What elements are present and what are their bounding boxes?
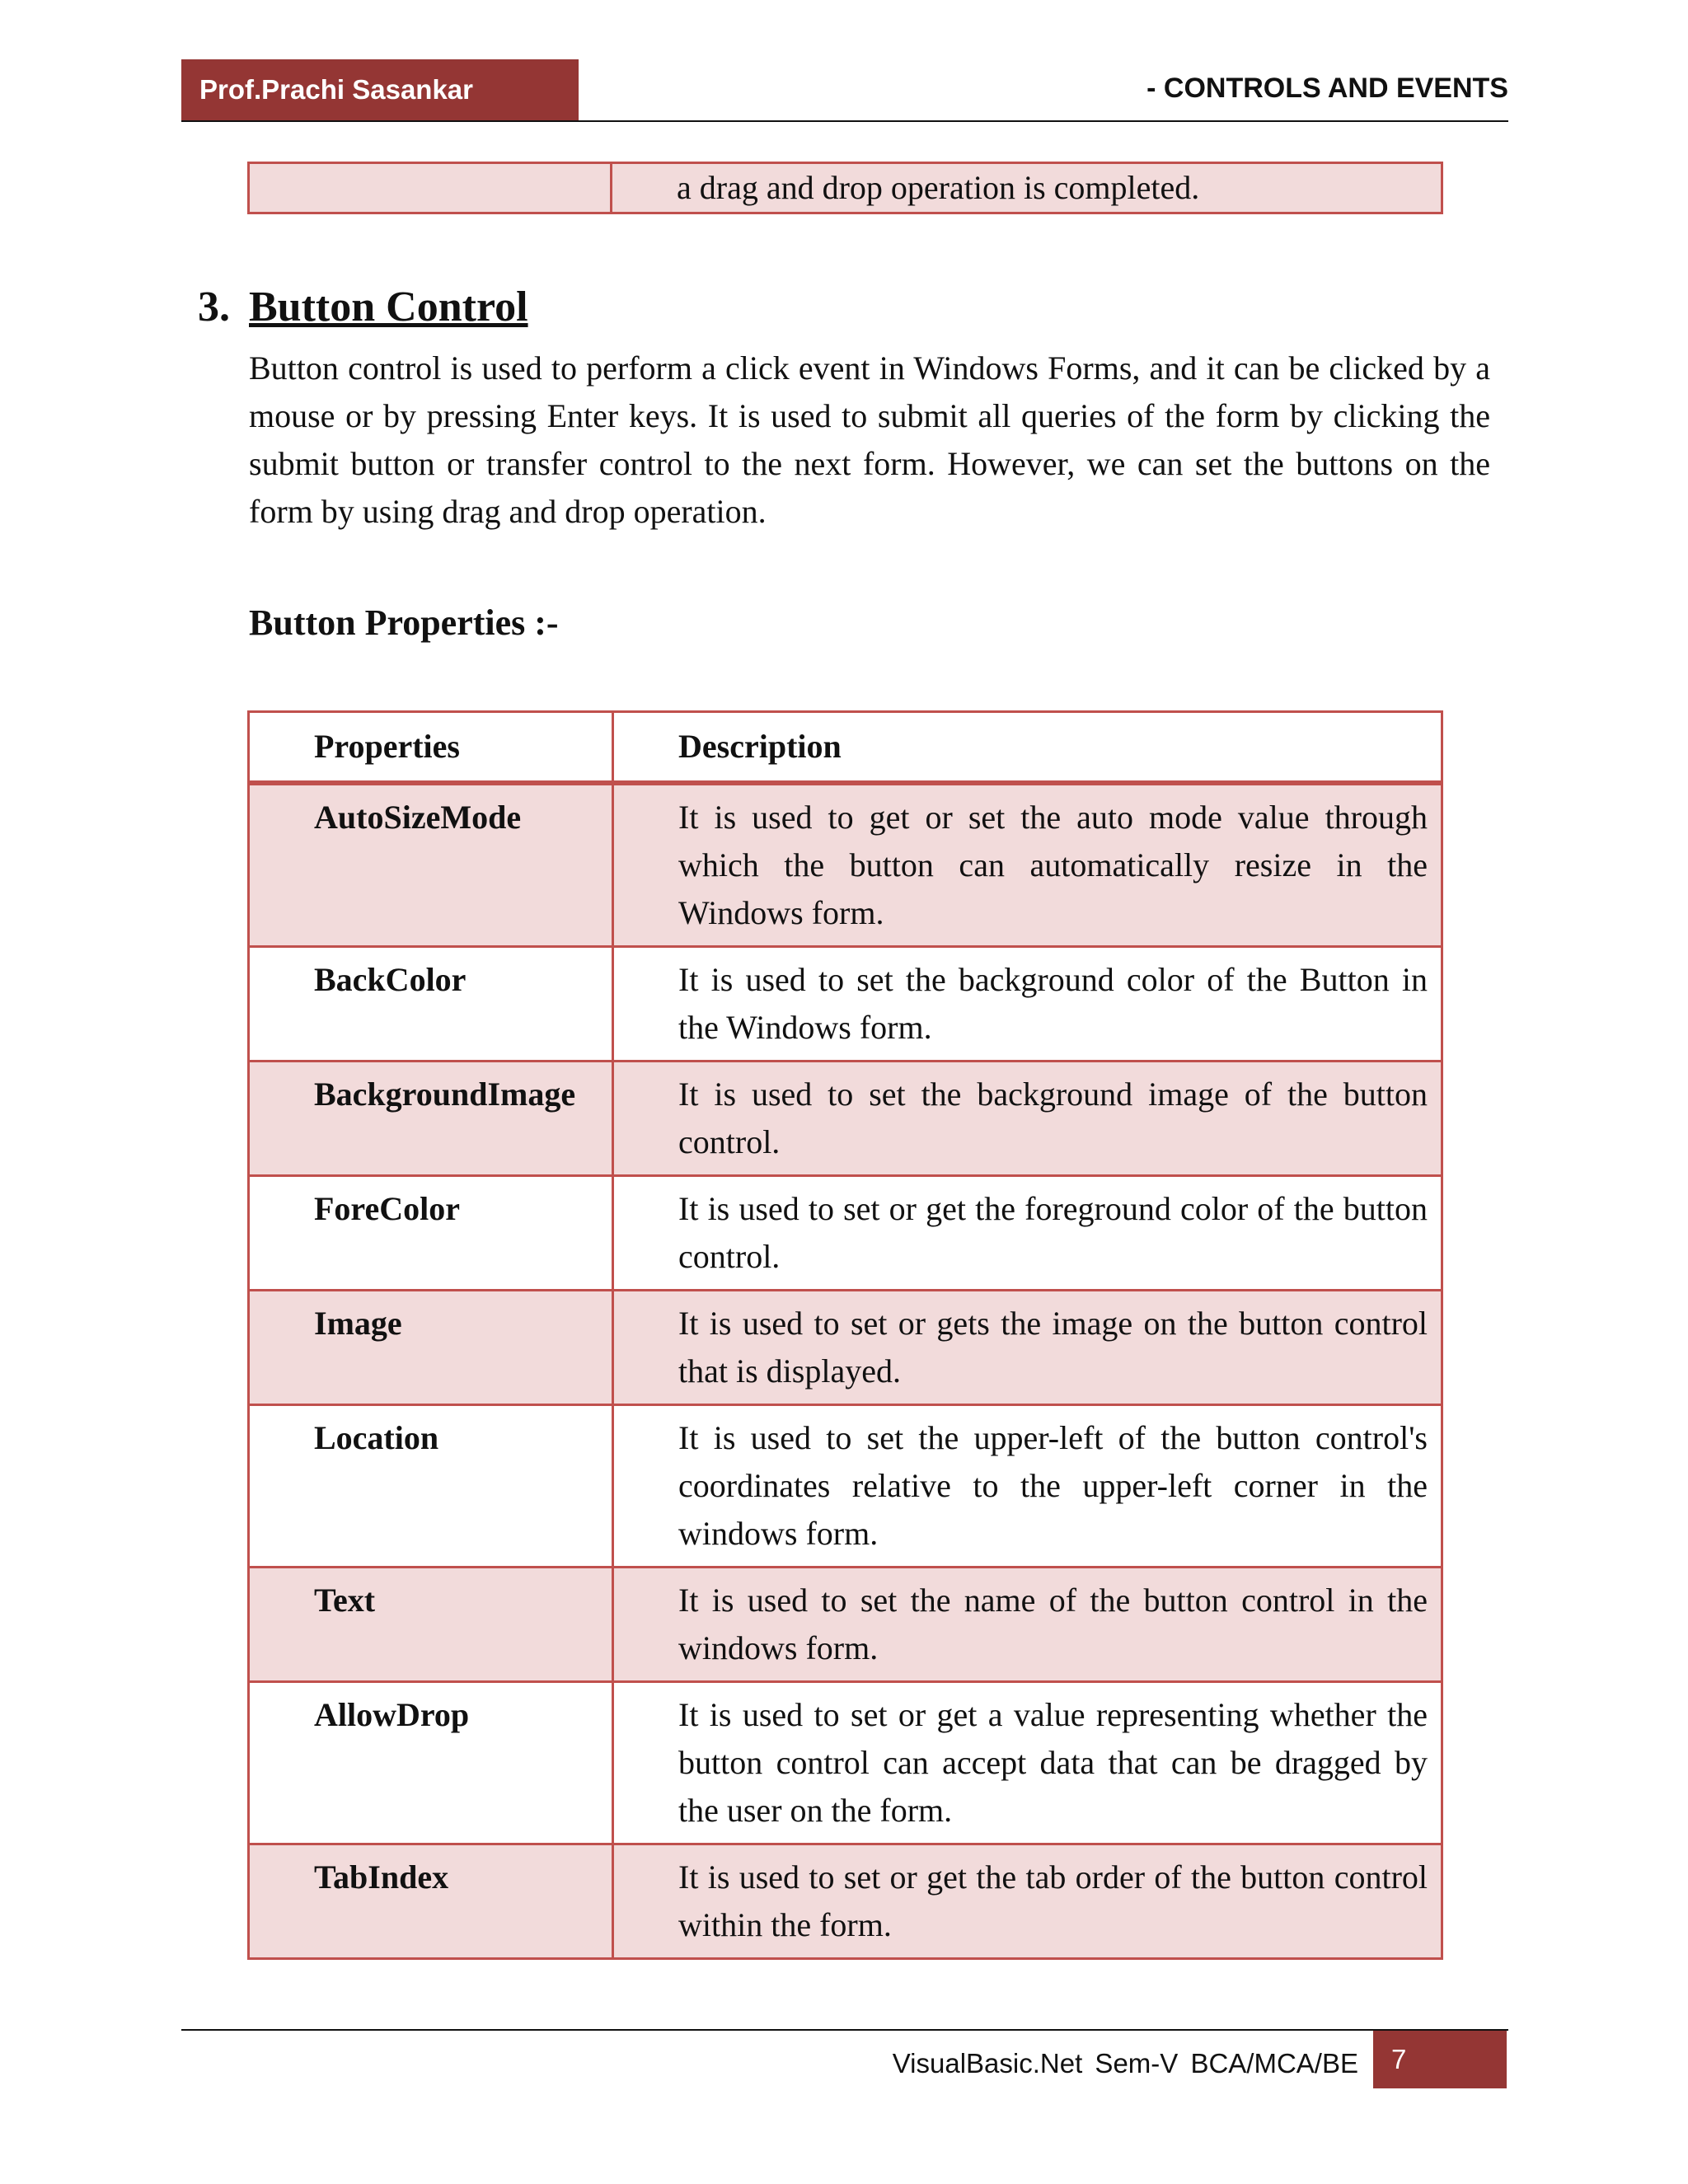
column-header-description: Description bbox=[613, 712, 1442, 784]
property-name: Location bbox=[249, 1405, 613, 1568]
header-topic: - CONTROLS AND EVENTS bbox=[1146, 73, 1508, 104]
header-author: Prof.Prachi Sasankar bbox=[181, 59, 579, 120]
property-description: It is used to set the background image of the button control. bbox=[613, 1062, 1442, 1176]
property-description: It is used to set or gets the image on the button control that is displayed. bbox=[613, 1291, 1442, 1405]
property-name: BackgroundImage bbox=[249, 1062, 613, 1176]
property-name: AutoSizeMode bbox=[249, 783, 613, 947]
table-header-row bbox=[249, 712, 1442, 784]
section-number: 3. bbox=[198, 284, 230, 330]
section-heading bbox=[198, 279, 528, 336]
property-name: Text bbox=[249, 1568, 613, 1682]
property-name: ForeColor bbox=[249, 1176, 613, 1291]
column-header-properties: Properties bbox=[249, 712, 613, 784]
table-cell bbox=[249, 163, 612, 213]
table-row bbox=[249, 1062, 1442, 1176]
table-row bbox=[249, 1844, 1442, 1959]
property-description: It is used to get or set the auto mode value through which the button can automatically resize in the Windows form. bbox=[613, 783, 1442, 947]
table-row bbox=[249, 1682, 1442, 1844]
table-cell: a drag and drop operation is completed. bbox=[612, 163, 1442, 213]
property-description: It is used to set or get the tab order of the button control within the form. bbox=[613, 1844, 1442, 1959]
property-name: BackColor bbox=[249, 947, 613, 1062]
table-row bbox=[249, 1291, 1442, 1405]
table-row bbox=[249, 947, 1442, 1062]
property-description: It is used to set the upper-left of the button control's coordinates relative to the upper-left corner in the windows form. bbox=[613, 1405, 1442, 1568]
property-description: It is used to set the background color of the Button in the Windows form. bbox=[613, 947, 1442, 1062]
property-name: TabIndex bbox=[249, 1844, 613, 1959]
section-intro: Button control is used to perform a click event in Windows Forms, and it can be clicked by a mouse or by pressing Enter keys. It is used to submit all queries of the form by clicking the submit button or transfer control to the next form. However, we can set the buttons on the form by using drag and drop operation. bbox=[249, 349, 1490, 530]
properties-table bbox=[247, 710, 1443, 1960]
property-description: It is used to set or get the foreground color of the button control. bbox=[613, 1176, 1442, 1291]
property-description: It is used to set the name of the button control in the windows form. bbox=[613, 1568, 1442, 1682]
properties-subheading: Button Properties :- bbox=[249, 602, 559, 643]
header-rule bbox=[181, 120, 1508, 122]
continued-table bbox=[247, 162, 1443, 214]
section-title: Button Control bbox=[249, 284, 528, 330]
footer-rule bbox=[181, 2029, 1508, 2031]
footer-text: VisualBasic.Net Sem-V BCA/MCA/BE bbox=[892, 2048, 1358, 2079]
table-row bbox=[249, 1176, 1442, 1291]
page-number: 7 bbox=[1373, 2031, 1507, 2088]
table-row bbox=[249, 163, 1442, 213]
property-name: AllowDrop bbox=[249, 1682, 613, 1844]
property-description: It is used to set or get a value representing whether the button control can accept data that can be dragged by the user on the form. bbox=[613, 1682, 1442, 1844]
table-row bbox=[249, 1568, 1442, 1682]
table-row bbox=[249, 783, 1442, 947]
property-name: Image bbox=[249, 1291, 613, 1405]
table-row bbox=[249, 1405, 1442, 1568]
